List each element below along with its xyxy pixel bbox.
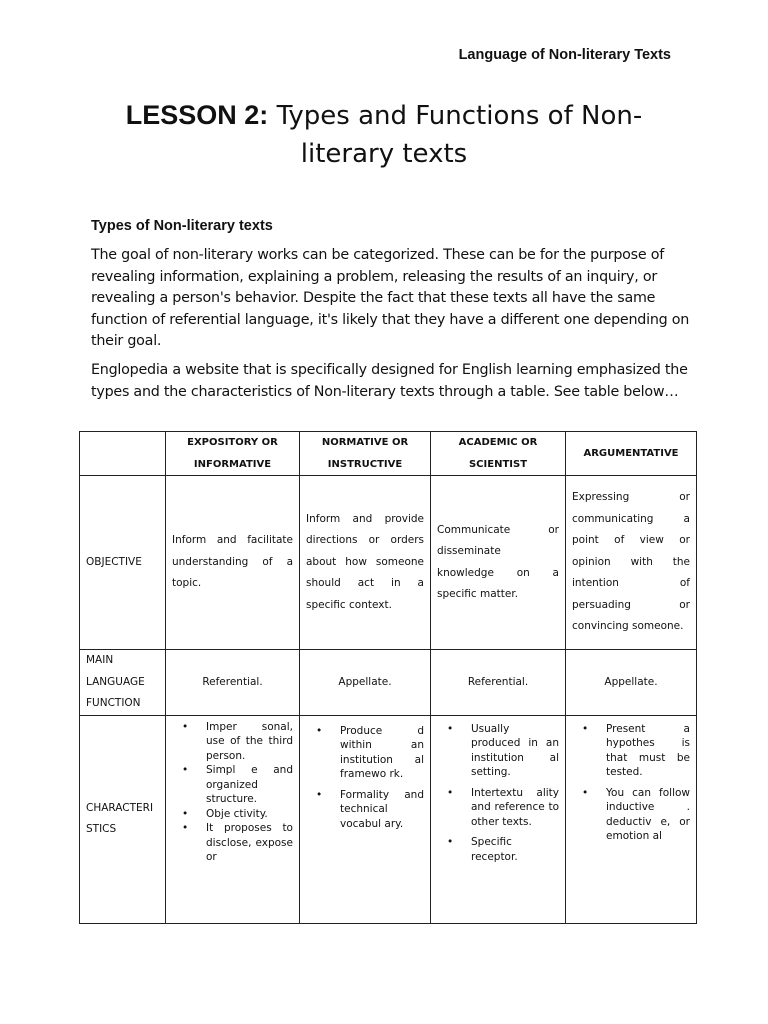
list-item: • Usually produced in an institution al setting. (471, 722, 559, 780)
list-item: • Intertextu ality and reference to other texts. (471, 786, 559, 830)
lesson-title (0, 96, 768, 173)
list-item: • Simpl e and organized structure. (206, 763, 293, 807)
list-item: • Specific receptor. (471, 835, 559, 864)
row-label: MAIN LANGUAGE FUNCTION (80, 650, 166, 716)
table-cell (300, 715, 431, 923)
table-cell: Inform and facilitate understanding of a topic. (166, 476, 300, 650)
table-header-cell: EXPOSITORY OR INFORMATIVE (166, 432, 300, 476)
table-cell: Communicate or disseminate knowledge on a specific matter. (431, 476, 566, 650)
table-cell (166, 715, 300, 923)
table-header-cell: ARGUMENTATIVE (566, 432, 697, 476)
table-header-cell: NORMATIVE OR INSTRUCTIVE (300, 432, 431, 476)
lesson-title-line1: Types and Functions of Non- (276, 101, 643, 131)
list-item: • Present a hypothes is that must be tested. (606, 722, 690, 780)
table-header-cell: ACADEMIC OR SCIENTIST (431, 432, 566, 476)
englopedia-paragraph: Englopedia a website that is specifically designed for English learning emphasized the types and the characteristics of Non-literary texts through a table. See table below… (91, 362, 688, 400)
table-row (80, 476, 697, 650)
row-label: OBJECTIVE (80, 476, 166, 650)
row-label: CHARACTERI STICS (80, 715, 166, 923)
running-header: Language of Non-literary Texts (458, 47, 671, 63)
list-item: • Produce d within an institution al framewo rk. (340, 724, 424, 782)
section-heading: Types of Non-literary texts (91, 218, 273, 234)
list-item: • It proposes to disclose, expose or (206, 821, 293, 865)
characteristics-list (172, 720, 293, 865)
characteristics-list (306, 724, 424, 832)
table-cell: Appellate. (566, 650, 697, 716)
list-item: • You can follow inductive . deductiv e, or emotion al (606, 786, 690, 844)
table-cell (431, 715, 566, 923)
text-types-table (79, 431, 697, 924)
table-row (80, 715, 697, 923)
lesson-title-line2: literary texts (300, 139, 468, 169)
list-item: • Obje ctivity. (206, 807, 293, 822)
table-cell: Referential. (166, 650, 300, 716)
table-cell: Inform and provide directions or orders about how someone should act in a specific context. (300, 476, 431, 650)
list-item: • Imper sonal, use of the third person. (206, 720, 293, 764)
table-cell: Referential. (431, 650, 566, 716)
list-item: • Formality and technical vocabul ary. (340, 788, 424, 832)
table-cell: Appellate. (300, 650, 431, 716)
table-row (80, 650, 697, 716)
table-cell (566, 715, 697, 923)
table-header-row (80, 432, 697, 476)
table-cell: Expressing or communicating a point of view or opinion with the intention of persuading or convincing someone. (566, 476, 697, 650)
lesson-label: LESSON 2: (125, 100, 269, 130)
characteristics-list (572, 722, 690, 844)
intro-paragraph: The goal of non-literary works can be categorized. These can be for the purpose of revealing information, explaining a problem, releasing the results of an inquiry, or revealing a person's behavior. Despite the fact that these texts all have the same function of referential language, it's likely that they have a different one depending on their goal. (91, 247, 690, 349)
characteristics-list (437, 722, 559, 865)
table-header-cell (80, 432, 166, 476)
